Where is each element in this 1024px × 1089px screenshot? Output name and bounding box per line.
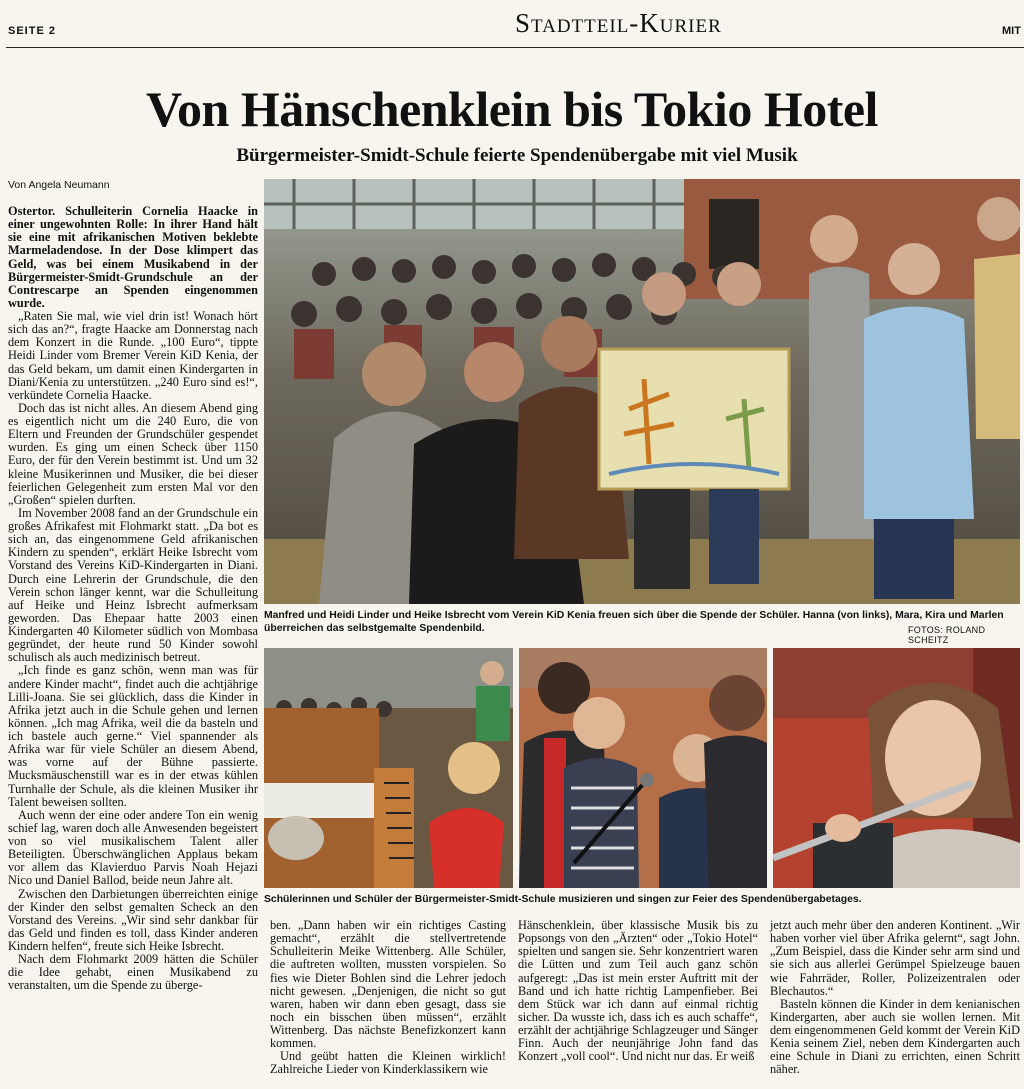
paragraph: Im November 2008 fand an der Grundschule ein großes Afrikafest mit Flohmarkt statt. „Da bot es sich an, das eingenommene Geld afrikanischen Kindern zu spenden“, erklärt Heike Isbrecht vom Vorstand des Vereins KiD-Kindergarten in Diani. Durch eine Lehrerin der Grundschule, die den Verein schon länger kennt, war die Schulleitung auf Heike und Heinz Isbrecht aufmerksam geworden. Das Ehepaar hatte 2003 einen Kindergarten 40 Kilometer südlich von Mombasa gegründet, der heute rund 50 Kinder sowohl schulisch als auch medizinisch betreut. [8, 505, 258, 665]
paragraph: Hänschenklein, über klassische Musik bis zu Popsongs von den „Ärzten“ oder „Tokio Hotel“ spielten und sangen sie. Sehr konzentriert waren die Lütten und zum Teil auch ganz schön aufgeregt: „Das ist mein erster Auftritt mit der Band und ich hatte richtig Lampenfieber. Bei dem Stück war ich dann auf einmal richtig sicher. Da wusste ich, dass ich es auch schaffe“, erzählt der achtjährige Schlagzeuger und Sänger Finn. Auch der neunjährige John fand das Konzert „voll cool“. Und nicht nur das. Er weiß [518, 918, 758, 1064]
paragraph: Basteln können die Kinder in dem kenianischen Kindergarten, aber auch sie wollen lernen. Mit dem eingenommenen Geld kommt der Verein KiD Kenia seinem Ziel, neben dem Kindergarten auch eine Schule in Diani zu errichten, einen Schritt näher. [770, 996, 1020, 1077]
paragraph: Doch das ist nicht alles. An diesem Abend ging es eigentlich nicht um die 240 Euro, die von Eltern und Freunden der Grundschüler gespendet wurden. Es ging um einen Scheck über 1150 Euro, der für den Verein bestimmt ist. Und um 32 kleine Musikerinnen und Musiker, die bei dieser feierlichen Gelegenheit zum ersten Mal vor den „Großen“ spielen durften. [8, 400, 258, 507]
header-rule [6, 47, 1024, 48]
article-headline: Von Hänschenklein bis Tokio Hotel [146, 81, 878, 137]
photo-piano-players [264, 648, 513, 888]
photo-group-donation [264, 179, 1020, 604]
main-photo-caption: Manfred und Heidi Linder und Heike Isbrecht vom Verein KiD Kenia freuen sich über die Spende der Schüler. Hanna (von links), Mara, Kira und Marlen überreichen das selbstgemalte Spendenbild. [264, 610, 1004, 634]
article-column-3 [518, 919, 758, 1063]
article-column-1 [8, 205, 258, 993]
photo-flute-girl [773, 648, 1020, 888]
paragraph: Zwischen den Darbietungen überreichten einige der Kinder den selbst gemalten Scheck an den Vorstand des Vereins. „Wir sind sehr dankbar für das Geld und finden es toll, dass Kinder anderen Kindern helfen“, freute sich Heike Isbrecht. [8, 886, 258, 953]
paragraph: Auch wenn der eine oder andere Ton ein wenig schief lag, waren doch alle Anwesenden begeistert von so viel musikalischem Talent aller Beteiligten. Überschwänglichen Applaus bekam vor allem das Klavierduo Parvis Noah Hejazi Nico und Daniel Ballod, beide neun Jahre alt. [8, 807, 258, 888]
article-byline: Von Angela Neumann [8, 179, 110, 191]
page-header [0, 0, 1024, 50]
article-column-4 [770, 919, 1020, 1077]
article-lead: Ostertor. Schulleiterin Cornelia Haacke in einer ungewohnten Rolle: In ihrer Hand hält sie eine mit afrikanischen Motiven beklebte Marmeladendose. In der Dose klimpert das Geld, was bei einem Musikabend in der Bürgermeister-Smidt-Grundschule an der Contrescarpe an Spenden eingenommen wurde. [8, 204, 258, 310]
photo-singers-microphone [519, 648, 767, 888]
page-header-cut-text: MIT [1002, 25, 1021, 37]
paragraph: jetzt auch mehr über den anderen Kontinent. „Wir haben vorher viel über Afrika gelernt“, sagt John. „Zum Beispiel, dass die Kinder sehr arm sind und sie sich aus allerlei Gerümpel Spielzeuge bauen wie Fahrräder, Roller, Polizeizentralen oder Blechautos.“ [770, 918, 1020, 998]
section-title: Stadtteil-Kurier [515, 8, 722, 38]
article-column-2 [270, 919, 506, 1077]
paragraph: Nach dem Flohmarkt 2009 hätten die Schüler die Idee gehabt, einen Musikabend zu veranstalten, um die Spende zu überge- [8, 952, 258, 993]
page-number: SEITE 2 [8, 25, 56, 37]
small-photos-caption: Schülerinnen und Schüler der Bürgermeister-Smidt-Schule musizieren und singen zur Feier des Spendenübergabetages. [264, 894, 862, 905]
paragraph: „Ich finde es ganz schön, wenn man was für andere Kinder macht“, findet auch die achtjährige Lilli-Joana. Sie sei glücklich, dass die Kinder in Afrika jetzt auch in die Schule gehen und lernen können. „Ich mag Afrika, weil die da basteln und ich bastele auch gerne.“ Viel spannender als Afrika war für viele Schüler an diesem Abend, was vorne auf der Bühne passierte. Mucksmäuschenstill war es in der etwas kühlen Turnhalle der Schule, als die kleinen Musiker ihr Talent beweisen sollten. [8, 663, 258, 809]
photo-credit: FOTOS: ROLAND SCHEITZ [908, 625, 986, 645]
article-subheadline: Bürgermeister-Smidt-Schule feierte Spendenübergabe mit viel Musik [236, 145, 798, 166]
paragraph: Und geübt hatten die Kleinen wirklich! Zahlreiche Lieder von Kinderklassikern wie [270, 1049, 506, 1077]
paragraph: ben. „Dann haben wir ein richtiges Casting gemacht“, erzählt die stellvertretende Schulleiterin Meike Wittenberg. Alle Schüler, die auftreten wollten, mussten vorspielen. So fies wie Dieter Bohlen sind die Lehrer jedoch nicht gewesen. „Denjenigen, die nicht so gut waren, haben wir dann eben gesagt, dass sie noch ein bisschen üben müssen“, erzählt Wittenberg. Das nächste Benefizkonzert kann kommen. [270, 918, 506, 1051]
paragraph: „Raten Sie mal, wie viel drin ist! Wonach hört sich das an?“, fragte Haacke am Donnerstag nach dem Konzert in die Runde. „100 Euro“, tippte Heidi Linder vom Bremer Verein KiD Kenia, der das Geld bekam, um damit einen Kindergarten in Diani/Kenia zu unterstützen. „240 Euro sind es!“, verkündete Cornelia Haacke. [8, 309, 258, 402]
